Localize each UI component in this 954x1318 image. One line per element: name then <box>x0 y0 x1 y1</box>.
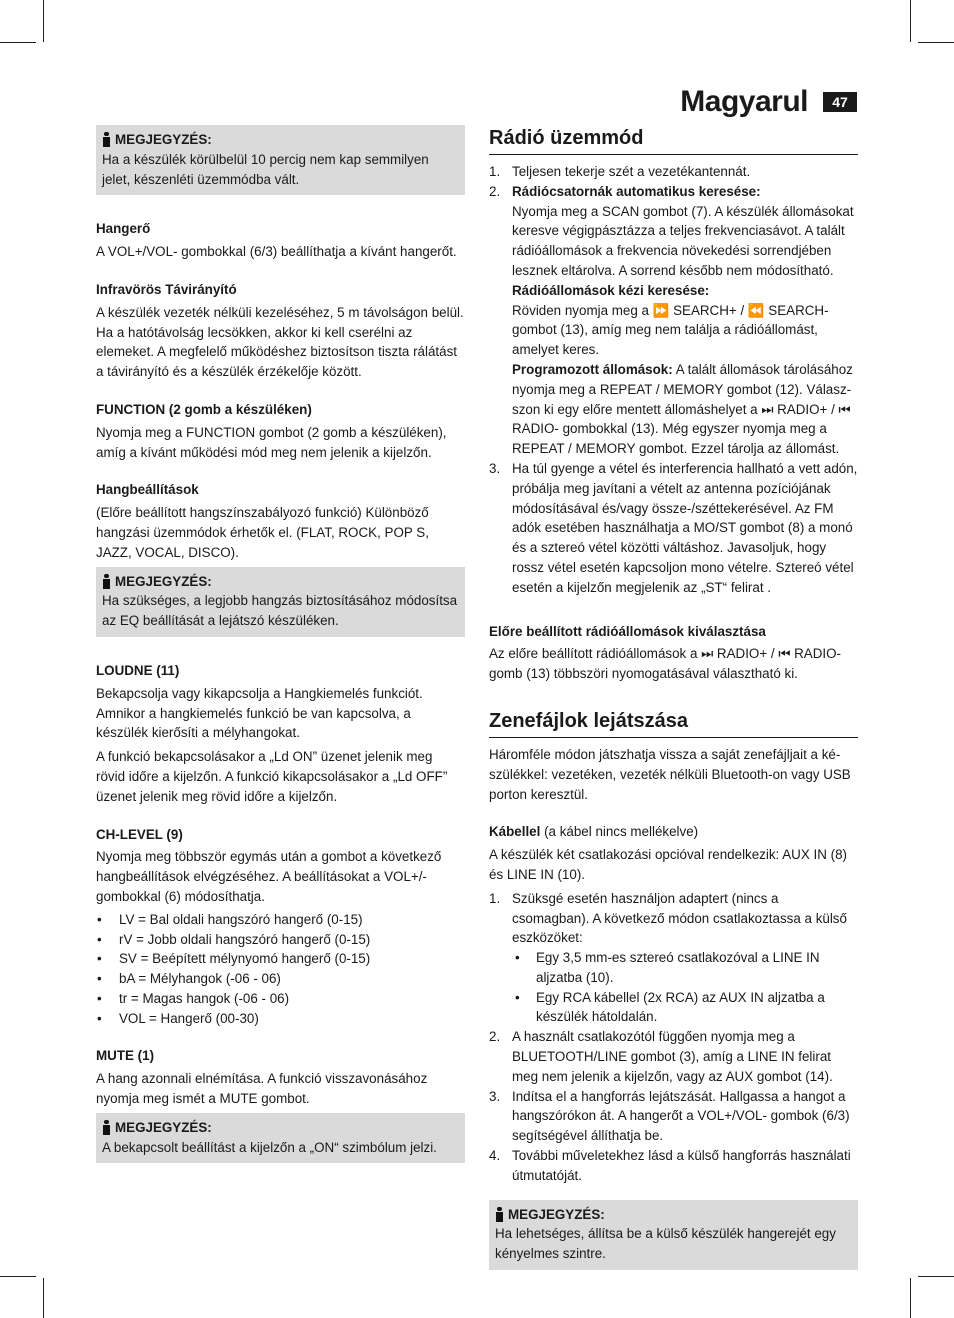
page-number: 47 <box>823 92 857 112</box>
note-title: MEGJEGYZÉS: <box>508 1206 605 1222</box>
paragraph: A készülék vezeték nélküli kezeléséhez, 5 m távolságon belül. Ha a hatótávolság lecsökken, akkor ki kell cserélni az elemeket. A megfelelő működéshez biztosítson tiszta rálátást a távirányító és a készülék érzékelője között. <box>96 304 464 380</box>
section-title: Zenefájlok lejátszása <box>489 708 858 738</box>
note-title: MEGJEGYZÉS: <box>115 573 212 589</box>
skip-previous-icon: ⏮ <box>778 646 791 662</box>
crop-mark <box>43 0 44 42</box>
list-item: 2. Rádiócsatornák automatikus keresése: Nyomja meg a SCAN gombot (7). A készülék állomásokat keresve végigpásztázza a teljes frekvenciasávot. A talált rádióállomások a frekvencia növekedési sorrendjében lesznek eltárolva. A sorrend később nem módosítható. Rádióállomások kézi keresése: Röviden nyomja meg a ⏩ SEARCH+ / ⏪ SEARCH- gombot (13), amíg meg nem találja a rádióállomást, amelyet keres. Programozott állomások: A talált állomások tárolásához nyomja meg a REPEAT / MEMORY gombot (12). Válaszszon ki egy előre mentett állomáshelyet a ⏭ RADIO+ / ⏮ RADIO- gombokkal (13). Még egyszer nyomja meg a REPEAT / MEMORY gombot. Ezzel tárolja az állomást. <box>489 183 854 457</box>
list-item: • Egy 3,5 mm-es sztereó csatlakozóval a LINE IN aljzatba (10). <box>536 948 858 988</box>
paragraph: Nyomja meg többször egymás után a gombot a következő hangbeállítások elvégzéséhez. A beállításokat a VOL+/- gombokkal (6) módosíthatja. <box>96 849 442 904</box>
numbered-list <box>489 162 858 598</box>
numbered-list <box>489 889 858 1186</box>
page-title: Magyarul <box>680 85 808 118</box>
paragraph: (Előre beállított hangszínszabályozó funkció) Különböző hangzási üzemmódok érhetők el. (FLAT, ROCK, POP S, JAZZ, VOCAL, DISCO). <box>96 505 429 560</box>
paragraph: A készülék két csatlakozási opcióval rendelkezik: AUX IN (8) és LINE IN (10). <box>489 847 847 882</box>
list-item: • rV = Jobb oldali hangszóró hangerő (0-15) <box>119 930 465 950</box>
left-column <box>96 125 465 1163</box>
crop-mark <box>0 1276 36 1277</box>
list-item: 2. A használt csatlakozótól függően nyomja meg a BLUETOOTH/LINE gombot (3), amíg a LINE IN felirat meg nem jelenik a kijelzőn, vagy az AUX gombot (14). <box>489 1029 833 1084</box>
note-text: Ha lehetséges, állítsa be a külső készülék hangerejét egy kényelmes szintre. <box>495 1226 836 1262</box>
paragraph: A funkció bekapcsolásakor a „Ld ON” üzenet jelenik meg rövid időre a kijelzőn. A funkció kikapcsolásakor a „Ld OFF” üzenet jelenik meg rövid időre a kijelzőn. <box>96 749 448 804</box>
right-column <box>489 125 858 1270</box>
note-title: MEGJEGYZÉS: <box>115 1119 212 1135</box>
section-heading: Hangerő <box>96 221 151 237</box>
info-icon <box>102 132 111 147</box>
crop-mark <box>918 1276 954 1277</box>
list-item: • tr = Magas hangok (-06 - 06) <box>119 989 465 1009</box>
list-item: • bA = Mélyhangok (-06 - 06) <box>119 969 465 989</box>
note-box <box>489 1200 858 1270</box>
paragraph: Az előre beállított rádióállomások a ⏭ RADIO+ / ⏮ RADIO-gomb (13) többszöri nyomogatásával választható ki. <box>489 646 841 682</box>
rewind-icon: ⏪ <box>747 302 765 318</box>
info-icon <box>102 1120 111 1135</box>
skip-previous-icon: ⏮ <box>838 401 851 417</box>
section-heading: Infravörös Távirányító <box>96 281 237 297</box>
paragraph: Háromféle módon játszhatja vissza a saját zenefájljait a készülékkel: vezetéken, vezeték nélküli Bluetooth-on vagy USB porton keresztül. <box>489 746 851 802</box>
paragraph: A VOL+/VOL- gombokkal (6/3) beállíthatja a kívánt hangerőt. <box>96 244 457 260</box>
list-item: 1. Szüksgé esetén használjon adaptert (nincs a csomagban). A következő módon csatlakoztassa a külső eszközöket: • Egy 3,5 mm-es sztereó csatlakozóval a LINE IN aljzatba (10). • Egy RCA kábellel (2x RCA) az AUX IN aljzatba a készülék hátoldalán. <box>512 889 858 1028</box>
note-box <box>96 567 465 637</box>
section-heading: MUTE (1) <box>96 1048 155 1064</box>
list-item: 4. További műveletekhez lásd a külső hangforrás használati útmutatóját. <box>489 1148 851 1183</box>
paragraph: A hang azonnali elnémítása. A funkció visszavonásához nyomja meg ismét a MUTE gombot. <box>96 1071 428 1107</box>
crop-mark <box>0 42 36 43</box>
bullet-list <box>96 910 465 1029</box>
section-title: Rádió üzemmód <box>489 125 858 155</box>
skip-next-icon: ⏭ <box>701 646 714 662</box>
list-item: • VOL = Hangerő (00-30) <box>119 1009 465 1029</box>
info-icon <box>102 574 111 589</box>
list-item: • SV = Beépített mélynyomó hangerő (0-15) <box>119 949 465 969</box>
crop-mark <box>918 42 954 43</box>
note-text: Ha a készülék körülbelül 10 percig nem kap semmilyen jelet, készenléti üzemmódba vált. <box>102 151 429 187</box>
list-item: 3. Ha túl gyenge a vétel és interferencia hallható a vett adón, próbálja meg javítani a vételt az antenna pozíciójának módosításával és/vagy össze-/széttekerésével. Az FM adók esetében használhatja a MO/ST gombot (8) a monó és a sztereó vétel közötti váltáshoz. Javasoljuk, hogy rossz vétel esetén kapcsoljon mono vételre. Sztereó vétel esetén a kijelzőn megjelenik az „ST“ felirat . <box>489 460 858 595</box>
section-heading: Előre beállított rádióállomások kiválasztása <box>489 623 766 639</box>
skip-next-icon: ⏭ <box>761 401 774 417</box>
info-icon <box>495 1207 504 1222</box>
list-item: • Egy RCA kábellel (2x RCA) az AUX IN aljzatba a készülék hátoldalán. <box>536 988 858 1028</box>
list-item: 1. Teljesen tekerje szét a vezetékantennát. <box>489 164 751 179</box>
list-item: • LV = Bal oldali hangszóró hangerő (0-15) <box>119 910 465 930</box>
note-box <box>96 125 465 195</box>
crop-mark <box>910 0 911 42</box>
section-heading: LOUDNE (11) <box>96 662 180 678</box>
paragraph: Kábellel (a kábel nincs mellékelve) <box>489 824 699 840</box>
note-text: Ha szükséges, a legjobb hangzás biztosításához módosítsa az EQ beállítását a lejátszó készüléken. <box>102 593 458 629</box>
crop-mark <box>910 1278 911 1318</box>
section-heading: CH-LEVEL (9) <box>96 826 183 842</box>
section-heading: Hangbeállítások <box>96 482 199 498</box>
paragraph: Bekapcsolja vagy kikapcsolja a Hangkiemelés funkciót. Amnikor a hangkiemelés funkció be van kapcsolva, a készülék kierősíti a mélyhangokat. <box>96 685 423 741</box>
section-heading: FUNCTION (2 gomb a készüléken) <box>96 401 312 417</box>
fast-forward-icon: ⏩ <box>652 302 670 318</box>
note-title: MEGJEGYZÉS: <box>115 132 212 147</box>
list-item: 3. Indítsa el a hangforrás lejátszását. Hallgassa a hangot a hangszórókon át. A hangerőt a VOL+/VOL- gombok (6/3) segítségével állíthatja be. <box>489 1088 850 1144</box>
crop-mark <box>43 1278 44 1318</box>
note-box <box>96 1113 465 1164</box>
paragraph: Nyomja meg a FUNCTION gombot (2 gomb a készüléken), amíg a kívánt működési mód meg nem jelenik a kijelzőn. <box>96 424 447 460</box>
note-text: A bekapcsolt beállítást a kijelzőn a „ON“ szimbólum jelzi. <box>102 1139 437 1155</box>
